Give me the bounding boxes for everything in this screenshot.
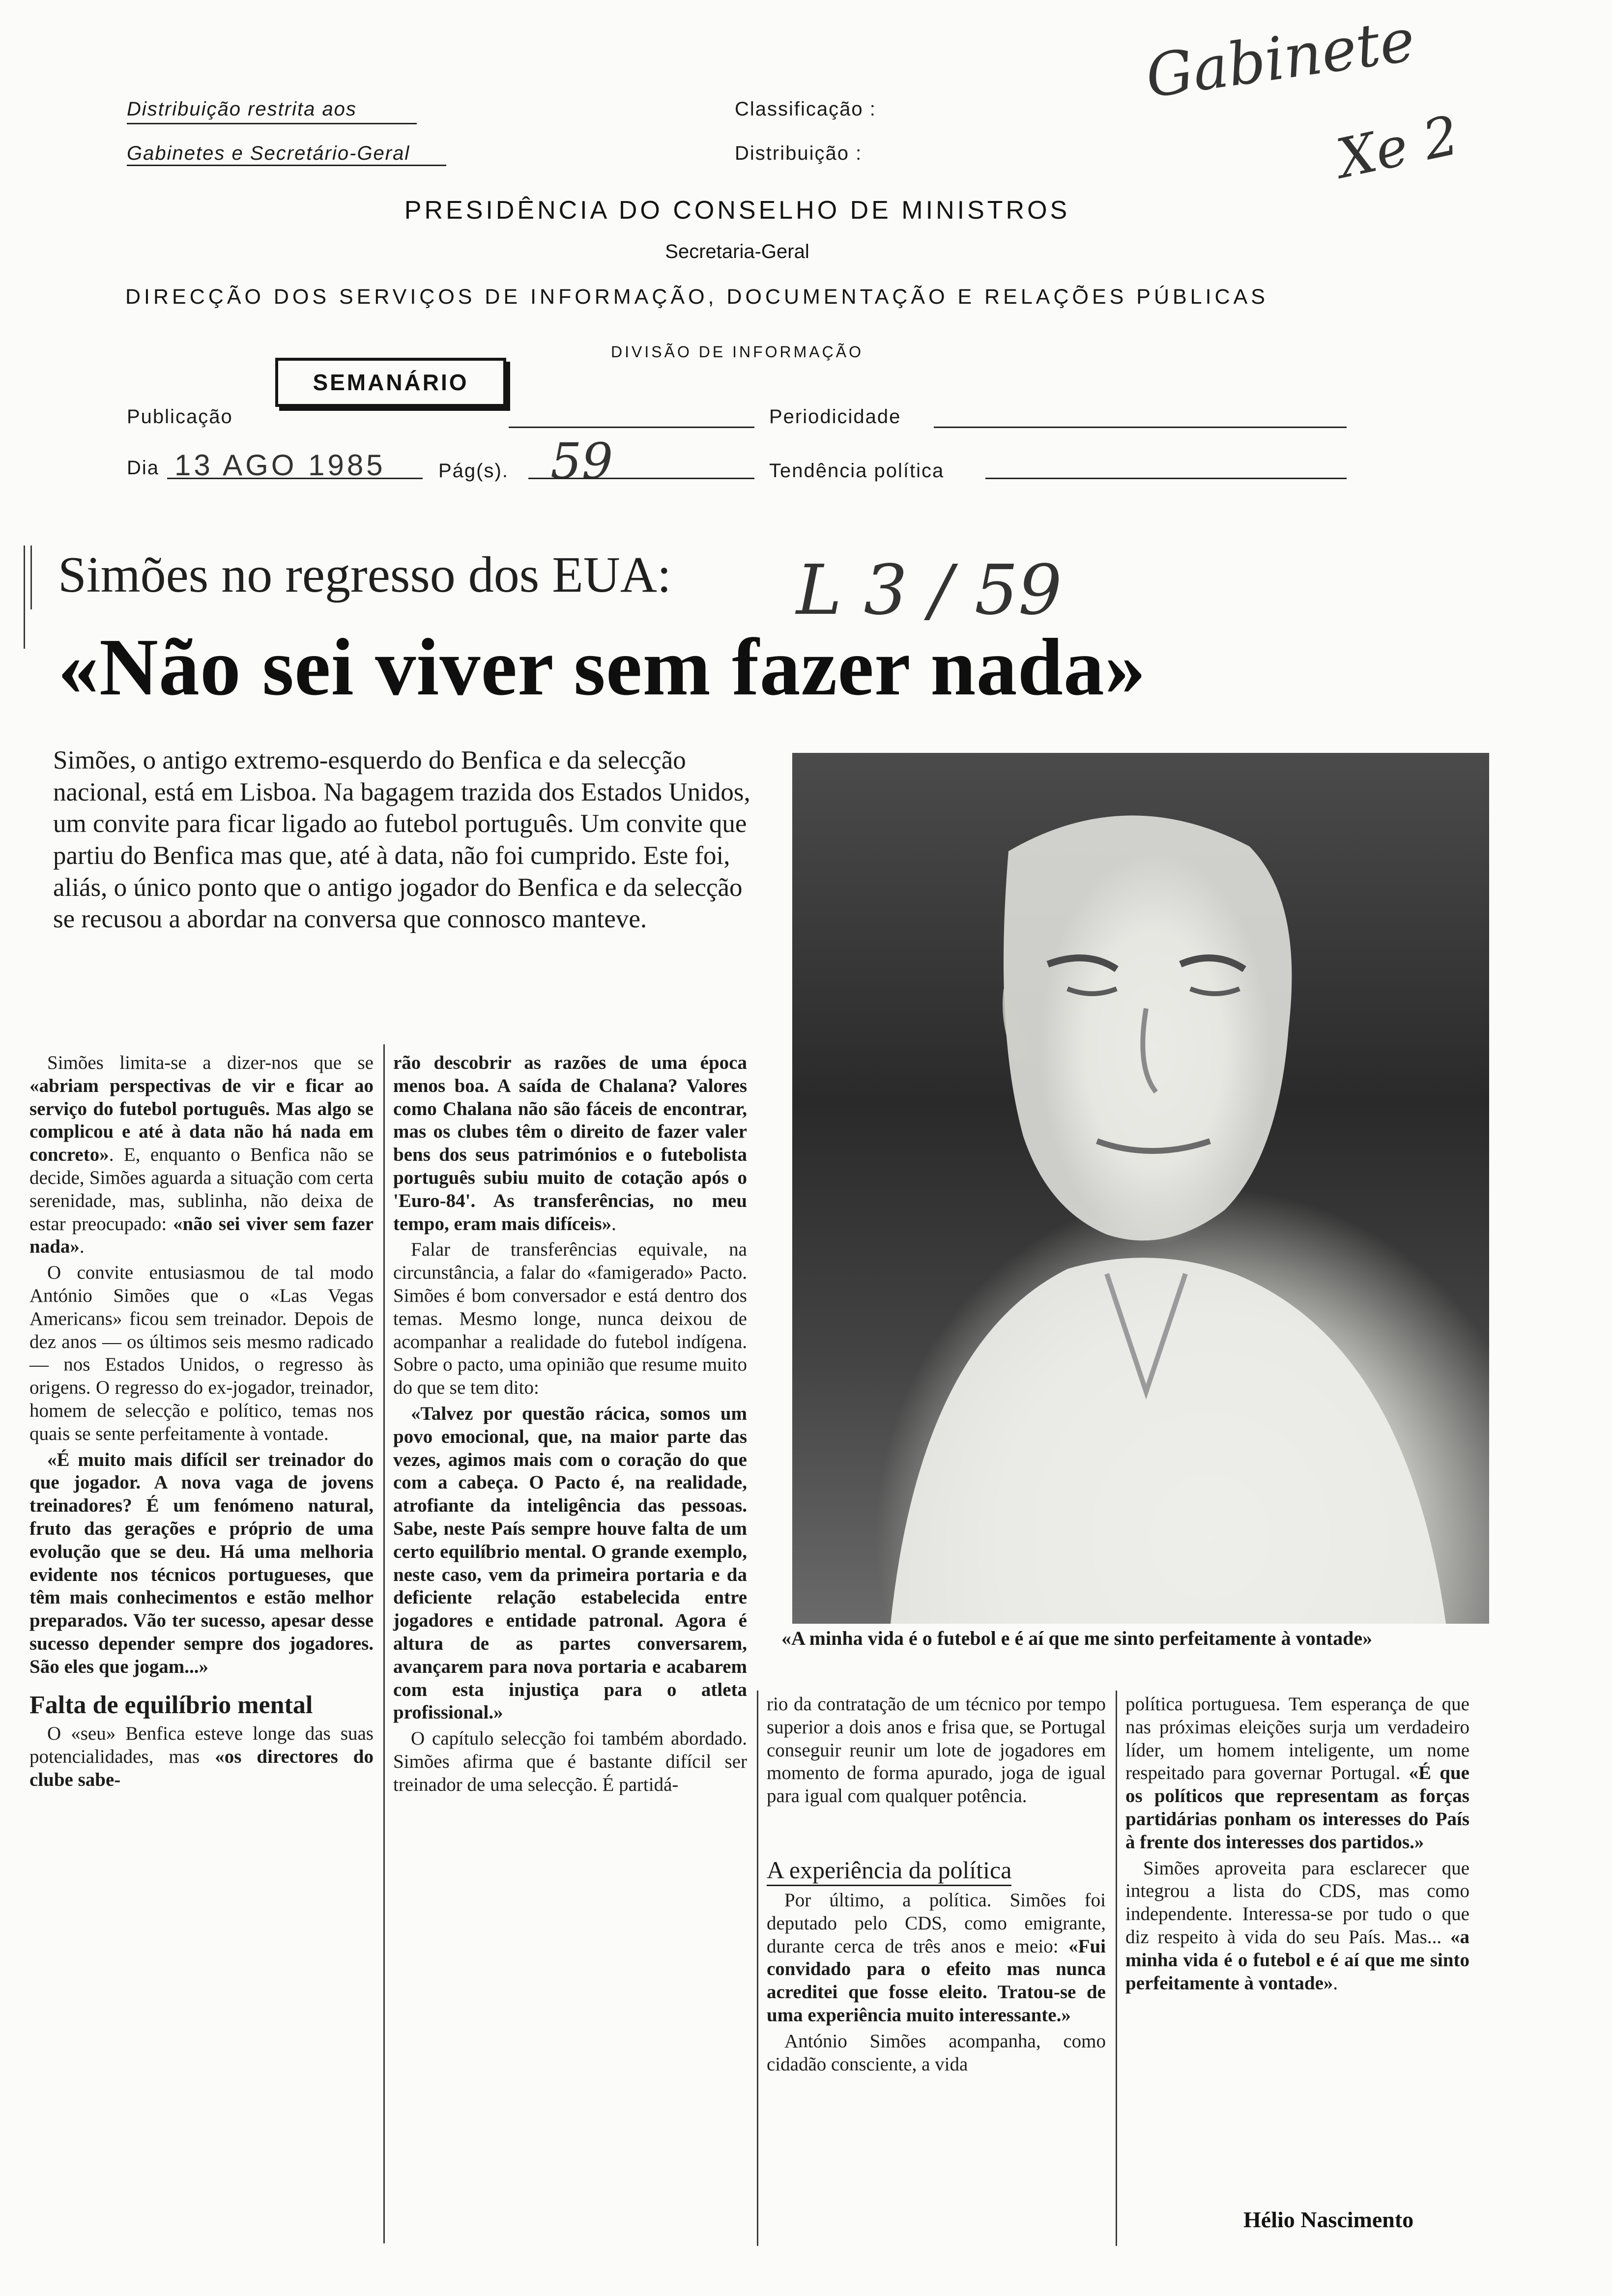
division: DIVISÃO DE INFORMAÇÃO: [611, 343, 864, 361]
photo-caption: «A minha vida é o futebol e é aí que me sinto perfeitamente à vontade»: [781, 1627, 1373, 1649]
periodicity-label: Periodicidade: [769, 406, 901, 428]
publication-box: [275, 358, 506, 407]
col2-paragraph-4: O capítulo selecção foi também abordado. Simões afirma que é bastante difícil ser treinador de uma selecção. É partidá-: [393, 1728, 747, 1795]
periodicity-rule: [934, 427, 1347, 428]
handwritten-note-top-2: Xe 2: [1331, 103, 1464, 191]
col1-paragraph-4: O «seu» Benfica esteve longe das suas potencialidades, mas «os directores do clube sabe-: [29, 1723, 374, 1790]
pages-label: Pág(s).: [438, 460, 509, 482]
handwritten-note-top: Gabinete: [1142, 6, 1419, 112]
secretariat: Secretaria-Geral: [665, 241, 809, 262]
portrait-figure: [792, 753, 1489, 1624]
article-kicker: Simões no regresso dos EUA:: [58, 546, 671, 603]
col1-paragraph-2: O convite entusiasmou de tal modo António Simões que o «Las Vegas Americans» ficou sem treinador. Depois de dez anos — os últimos seis mesmo radicado — nos Estados Unidos, o regresso às origens. O regresso do ex-jogador, treinador, homem de selecção e político, temas nos quais se sente perfeitamente à vontade.: [29, 1262, 374, 1444]
left-margin-rule: [24, 545, 25, 649]
col2-paragraph-1: rão descobrir as razões de uma época menos boa. A saída de Chalana? Valores como Chalana não são fáceis de encontrar, mas os clubes têm o direito de fazer valer bens dos seus patrimónios e o futebolista português subiu muito de cotação após o 'Euro-84'. As transferências, no meu tempo, eram mais difíceis».: [393, 1052, 747, 1234]
publication-value: SEMANÁRIO: [313, 370, 469, 395]
col3-paragraph-3: António Simões acompanha, como cidadão consciente, a vida: [767, 2030, 1106, 2075]
column-rule-2: [757, 1691, 758, 2246]
day-stamp: 13 AGO 1985: [174, 449, 386, 482]
distribution-line-1: Distribuição restrita aos: [127, 98, 357, 120]
day-rule: [167, 478, 423, 479]
column-4: [1125, 1693, 1469, 1998]
distribution-underline: [127, 123, 417, 124]
distribution-label: Distribuição :: [735, 143, 863, 164]
classification-label: Classificação :: [735, 98, 876, 120]
pages-value: 59: [550, 432, 613, 490]
col3-paragraph-1: rio da contratação de um técnico por tempo superior a dois anos e frisa que, se Portugal conseguir reunir um lote de jogadores em momento de forma apurado, joga de igual para igual com qualquer potência.: [767, 1693, 1106, 1807]
column-1: [29, 1052, 374, 1795]
tendency-label: Tendência política: [769, 460, 945, 482]
tendency-rule: [985, 478, 1347, 479]
office-title: PRESIDÊNCIA DO CONSELHO DE MINISTROS: [404, 196, 1070, 225]
col4-paragraph-1: política portuguesa. Tem esperança de que nas próximas eleições surja um verdadeiro líder, um homem inteligente, um nome respeitado para governar Portugal. «É que os políticos que representam as forças partidárias ponham os interesses do País à frente dos interesses dos partidos.»: [1125, 1693, 1469, 1853]
author-signature: Hélio Nascimento: [1243, 2207, 1414, 2232]
subhead-equilibrium: Falta de equilíbrio mental: [29, 1691, 313, 1719]
handwritten-reference: L 3 / 59: [796, 550, 1062, 631]
day-label: Dia: [127, 457, 160, 479]
col4-paragraph-2: Simões aproveita para esclarecer que integrou a lista do CDS, mas como independente. Interessa-se por tudo o que diz respeito à vida do seu País. Mas... «a minha vida é o futebol e é aí que me sinto perfeitamente à vontade».: [1125, 1857, 1469, 1994]
distribution-line-2: Gabinetes e Secretário-Geral: [127, 143, 446, 166]
publication-rule: [509, 427, 754, 428]
col3-paragraph-2: Por último, a política. Simões foi deputado pelo CDS, como emigrante, durante cerca de três anos e meio: «Fui convidado para o efeito mas nunca acreditei que fosse eleito. Tratou-se de uma experiência muito interessante.»: [767, 1889, 1106, 2026]
left-margin-rule-2: [30, 545, 32, 609]
directorate: DIRECÇÃO DOS SERVIÇOS DE INFORMAÇÃO, DOCUMENTAÇÃO E RELAÇÕES PÚBLICAS: [125, 285, 1268, 309]
column-rule-3: [1116, 1691, 1117, 2246]
col2-paragraph-3: «Talvez por questão rácica, somos um povo emocional, que, na maior parte das vezes, agimos mais com o coração do que com a cabeça. O Pacto é, na realidade, atrofiante da inteligência das pessoas. Sabe, neste País sempre houve falta de um certo equilíbrio mental. O grande exemplo, neste caso, vem da primeira portaria e da deficiente relação estabelecida entre jogadores e entidade patronal. Agora é altura de as partes conversarem, avançarem para nova portaria e acabarem com esta injustiça para o atleta profissional.»: [393, 1403, 748, 1723]
column-3: [767, 1693, 1106, 2079]
lead-text: Simões, o antigo extremo-esquerdo do Benfica e da selecção nacional, está em Lisboa. Na bagagem trazida dos Estados Unidos, um convite para ficar ligado ao futebol português. Um convite que partiu do Benfica mas que, até à data, não foi cumprido. Este foi, aliás, o único ponto que o antigo jogador do Benfica e da selecção se recusou a abordar na conversa que connosco manteve.: [53, 746, 750, 934]
pages-rule: [528, 478, 754, 479]
col1-paragraph-1: Simões limita-se a dizer-nos que se «abriam perspectivas de vir e ficar ao serviço do futebol português. Mas algo se complicou e até à data não há nada em concreto». E, enquanto o Benfica não se decide, Simões aguarda a situação com certa serenidade, mas, sublinha, não deixa de estar preocupado: «não sei viver sem fazer nada».: [29, 1052, 374, 1258]
article-headline: «Não sei viver sem fazer nada»: [58, 622, 1146, 712]
column-2: [393, 1052, 747, 1800]
article-lead: [53, 745, 761, 935]
subhead-politics: A experiência da política: [767, 1855, 1011, 1886]
col1-paragraph-3: «É muito mais difícil ser treinador do que jogador. A nova vaga de jovens treinadores? É um fenómeno natural, fruto das gerações e próprio de uma evolução que se deu. Há uma melhoria evidente nos técnicos portugueses, que têm mais conhecimentos e estão melhor preparados. Vão ter sucesso, apesar desse sucesso depender sempre dos jogadores. São eles que jogam...»: [29, 1449, 374, 1677]
col2-paragraph-2: Falar de transferências equivale, na circunstância, a falar do «famigerado» Pacto. Simões é bom conversador e está dentro dos temas. Mesmo longe, nunca deixou de acompanhar a realidade do futebol indígena. Sobre o pacto, uma opinião que resume muito do que se tem dito:: [393, 1239, 747, 1399]
publication-label: Publicação: [127, 406, 233, 428]
column-rule-1: [383, 1044, 385, 2243]
portrait-photo: [792, 753, 1489, 1624]
